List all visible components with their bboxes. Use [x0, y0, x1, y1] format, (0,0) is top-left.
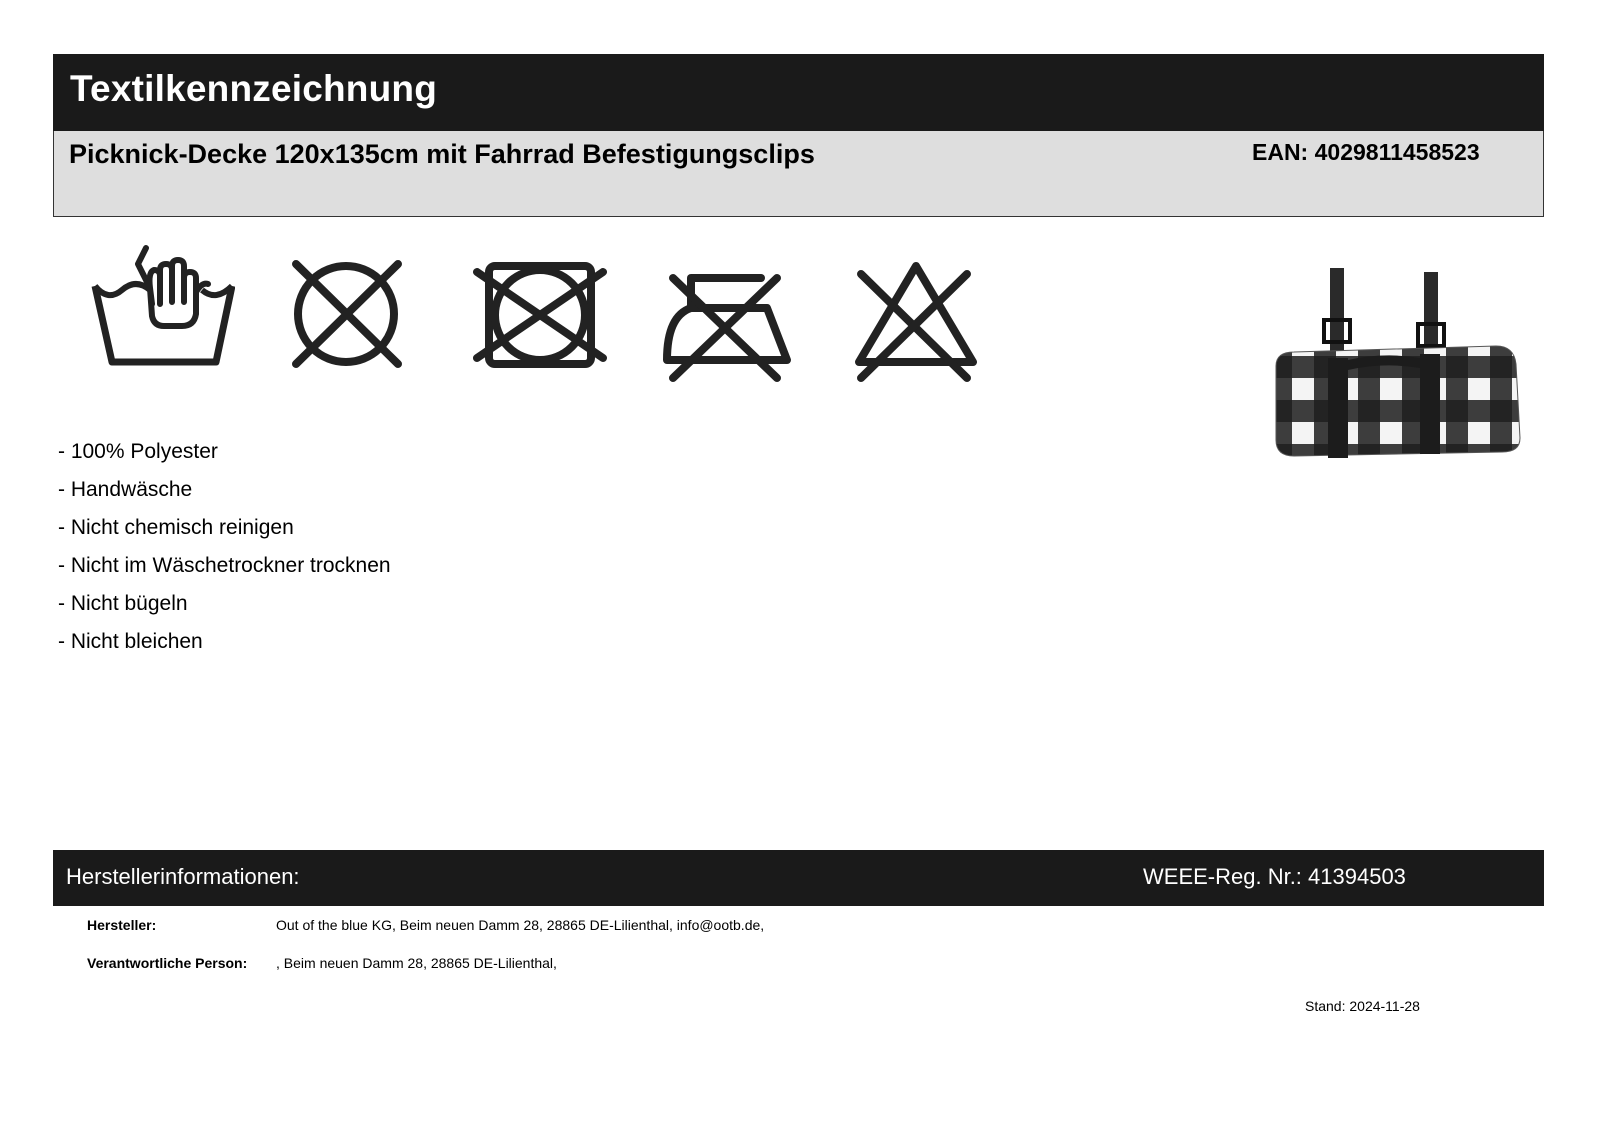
manufacturer-bar	[53, 850, 1544, 906]
no-iron-icon	[663, 268, 798, 383]
no-bleach-icon	[853, 258, 983, 383]
product-bar	[53, 131, 1544, 217]
responsible-person-label: Verantwortliche Person:	[87, 955, 248, 971]
title-bar	[53, 54, 1544, 131]
list-item: - Nicht im Wäschetrockner trocknen	[58, 554, 391, 577]
product-image	[1270, 268, 1530, 468]
manufacturer-section-label: Herstellerinformationen:	[66, 864, 300, 889]
material-care-list	[58, 433, 391, 661]
manufacturer-label: Hersteller:	[87, 917, 157, 933]
list-item: - Nicht chemisch reinigen	[58, 516, 294, 539]
page-title: Textilkennzeichnung	[70, 68, 437, 109]
manufacturer-value: Out of the blue KG, Beim neuen Damm 28, 28865 DE-Lilienthal, info@ootb.de,	[276, 917, 765, 933]
weee-number: WEEE-Reg. Nr.: 41394503	[1143, 864, 1406, 889]
no-dry-clean-icon	[290, 260, 405, 370]
responsible-person-value: , Beim neuen Damm 28, 28865 DE-Lilienthal,	[276, 955, 557, 971]
ean-code: EAN: 4029811458523	[1252, 139, 1480, 165]
list-item: - Handwäsche	[58, 478, 193, 501]
stand-date: Stand: 2024-11-28	[1305, 998, 1420, 1014]
care-symbols	[80, 240, 1000, 400]
list-item: - Nicht bleichen	[58, 630, 203, 653]
list-item: - 100% Polyester	[58, 440, 218, 463]
list-item: - Nicht bügeln	[58, 592, 188, 615]
no-tumble-dry-icon	[473, 260, 608, 370]
hand-wash-icon	[90, 244, 235, 374]
product-name: Picknick-Decke 120x135cm mit Fahrrad Befestigungsclips	[69, 139, 815, 169]
